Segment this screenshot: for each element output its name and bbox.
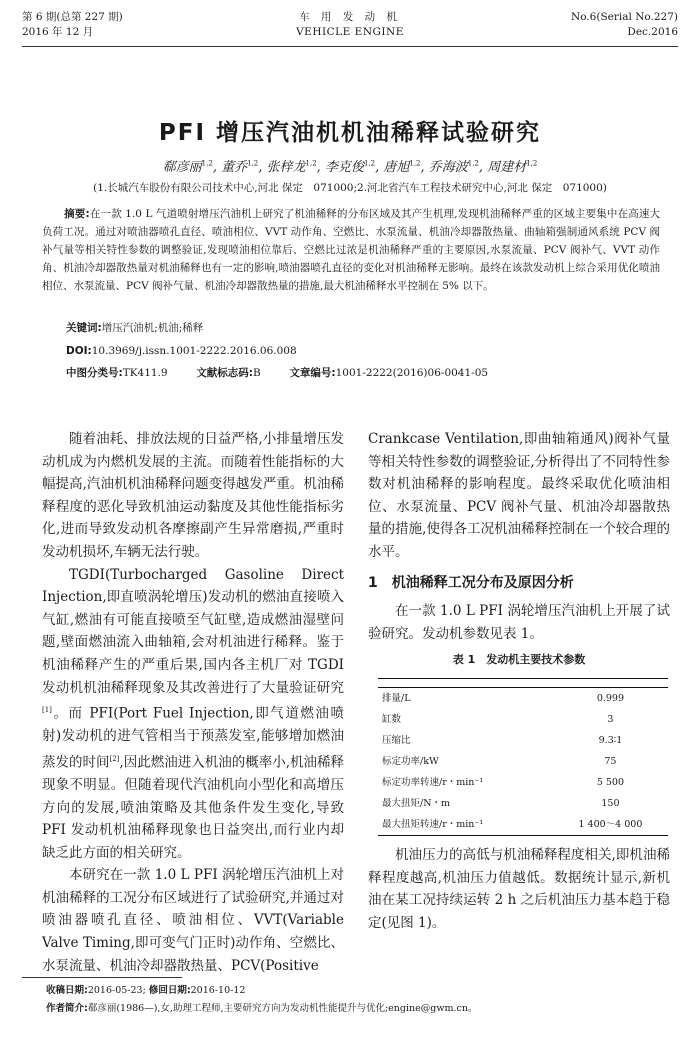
header-center (250, 10, 450, 40)
clc-value: TK411.9 (122, 367, 168, 379)
doi-label: DOI: (66, 345, 92, 357)
table-row: 排量/L 0.999 (382, 692, 625, 704)
issue-date-cn: 2016 年 12 月 (22, 26, 94, 38)
table-row: 缸数 3 (382, 713, 614, 725)
paragraph: 机油压力的高低与机油稀释程度相关,即机油稀释程度越高,机油压力值越低。数据统计显示,新机油在某工况持续运转 2 h 之后机油压力基本趋于稳定(见图 1)。 (368, 846, 670, 931)
keywords-label: 关键词: (66, 322, 102, 334)
article-number-label: 文章编号: (289, 367, 336, 379)
paragraph: Crankcase Ventilation,即曲轴箱通风)阀补气量等相关特性参数的调整验证,分析得出了不同特性参数对机油稀释的影响程度。最终采取优化喷油相位、水泵流量、PCV 阀补气量、机油冷却器散热量的措施,使得各工况机油稀释控制在一个较合理的水平。 (368, 431, 670, 560)
author: 周建材$^{1,2}$ (487, 159, 538, 175)
section-heading: 1 机油稀释工况分布及原因分析 (368, 574, 574, 591)
citation: [1] (42, 706, 52, 715)
author: 唐旭$^{1,2}$ (383, 159, 421, 175)
author: 李克俊$^{1,2}$ (324, 159, 376, 175)
abstract-text: 在一款 1.0 L 气道喷射增压汽油机上研究了机油稀释的分布区域及其产生机理,发现机油稀释严重的区域主要集中在高速大负荷工况。通过对喷油器喷孔直径、喷油相位、VVT 动作角、空燃比、水泵流量、机油冷却器散热量、曲轴箱强制通风系统 PCV 阀补气量等相关特性参数的调整验证,发现喷油相位靠后、空燃比过浓是机油稀释严重的主要原因,水泵流量、PCV 阀补气、VVT 动作角、机油冷却器散热量对机油稀释也有一定的影响,喷油器喷孔直径的变化对机油稀释无影响。最终在该款发动机上综合采用优化喷油相位、水泵流量、PCV 阀补气量、机油冷却器散热量的措施,最大机油稀释水平控制在 5% 以下。 (42, 208, 660, 292)
body-left-column (42, 428, 344, 977)
paragraph: 本研究在一款 1.0 L PFI 涡轮增压汽油机上对机油稀释的工况分布区域进行了试验研究,并通过对喷油器喷孔直径、喷油相位、VVT(Variable Valve Timing,即可变气门正时)动作角、空燃比、水泵流量、机油冷却器散热量、PCV(Positive (42, 867, 344, 974)
table-row: 最大扭矩转速/r・min⁻¹ 1 400～4 000 (378, 814, 668, 836)
doc-code-value: B (253, 367, 261, 379)
header-left (22, 10, 123, 40)
table-row: 最大扭矩/N・m 150 (382, 797, 620, 809)
doi-text: 10.3969/j.issn.1001-2222.2016.06.008 (91, 345, 297, 357)
header-right (571, 10, 678, 40)
issue-number: 第 6 期(总第 227 期) (22, 11, 123, 23)
clc-label: 中图分类号: (66, 367, 123, 379)
doc-code-label: 文献标志码: (196, 367, 254, 379)
paragraph: 随着油耗、排放法规的日益严格,小排量增压发动机成为内燃机发展的主流。而随着性能指标的大幅提高,汽油机机油稀释问题变得越发严重。机油稀释程度的恶化导致机油运动黏度及其他性能指标劣化,进而导致发动机各摩擦副产生异常磨损,严重时发动机损坏,车辆无法行驶。 (42, 431, 344, 560)
body-right-column (368, 428, 670, 934)
author-list: 郗彦丽$^{1,2}$, 董乔$^{1,2}$, 张梓龙$^{1,2}$, 李克俊$^{1,2}$, 唐旭$^{1,2}$, 乔海波$^{1,2}$, 周建材$^{1,2}$ (162, 159, 538, 175)
abstract (42, 205, 660, 295)
table-row: 标定功率转速/r・min⁻¹ 5 500 (382, 776, 625, 788)
author: 郗彦丽$^{1,2}$ (162, 159, 213, 175)
parameter-table (378, 678, 668, 836)
paper-title: PFI 增压汽油机机油稀释试验研究 (158, 120, 542, 146)
paragraph: TGDI(Turbocharged Gasoline Direct Injection,即直喷涡轮增压)发动机的燃油直接喷入气缸,燃油有可能直接喷至气缸壁,造成燃油湿壁问题,壁面燃油流入曲轴箱,会对机油进行稀释。鉴于机油稀释产生的严重后果,国内各主机厂对 TGDI 发动机机油稀释现象及其改善进行了大量验证研究[1]。而 PFI(Port Fuel Injection,即气道燃油喷射)发动机的进气管相当于预蒸发室,能够增加燃油蒸发的时间[2],因此燃油进入机油的概率小,机油稀释现象不明显。但随着现代汽油机向小型化和高增压方向的发展,喷油策略及其他条件发生变化,导致 PFI 发动机机油稀释现象也日益突出,而行业内却缺乏此方面的相关研究。 (42, 566, 345, 861)
doi (66, 343, 297, 359)
article-number-value: 1001-2222(2016)06-0041-05 (335, 367, 489, 379)
author: 董乔$^{1,2}$ (221, 159, 259, 175)
table-row: 标定功率/kW 75 (382, 755, 617, 767)
paragraph: 在一款 1.0 L PFI 涡轮增压汽油机上开展了试验研究。发动机参数见表 1。 (368, 603, 670, 642)
journal-name-cn: 车 用 发 动 机 (299, 11, 401, 23)
footnote-author-bio: 作者简介:郗彦丽(1986—),女,助理工程师,主要研究方向为发动机性能提升与优化;engine@gwm.cn。 (46, 1003, 478, 1014)
citation: [2] (109, 754, 120, 763)
affiliation: (1.长城汽车股份有限公司技术中心,河北 保定 071000;2.河北省汽车工程技术研究中心,河北 保定 071000) (93, 182, 607, 194)
keywords (66, 320, 203, 336)
journal-name-en: VEHICLE ENGINE (296, 26, 404, 38)
keywords-text: 增压汽油机;机油;稀释 (101, 322, 204, 334)
issue-number-en: No.6(Serial No.227) (571, 11, 678, 23)
footnote-divider (22, 977, 182, 978)
abstract-label: 摘要: (64, 208, 90, 220)
footnote-dates: 收稿日期:2016-05-23; 修回日期:2016-10-12 (46, 985, 246, 996)
header-divider (22, 46, 678, 47)
author: 张梓龙$^{1,2}$ (266, 159, 317, 175)
table-row: 压缩比 9.3∶1 (382, 734, 623, 746)
table-caption: 表 1 发动机主要技术参数 (452, 653, 586, 667)
classification (66, 365, 488, 381)
issue-date-en: Dec.2016 (627, 26, 678, 38)
author: 乔海波$^{1,2}$ (428, 159, 479, 175)
